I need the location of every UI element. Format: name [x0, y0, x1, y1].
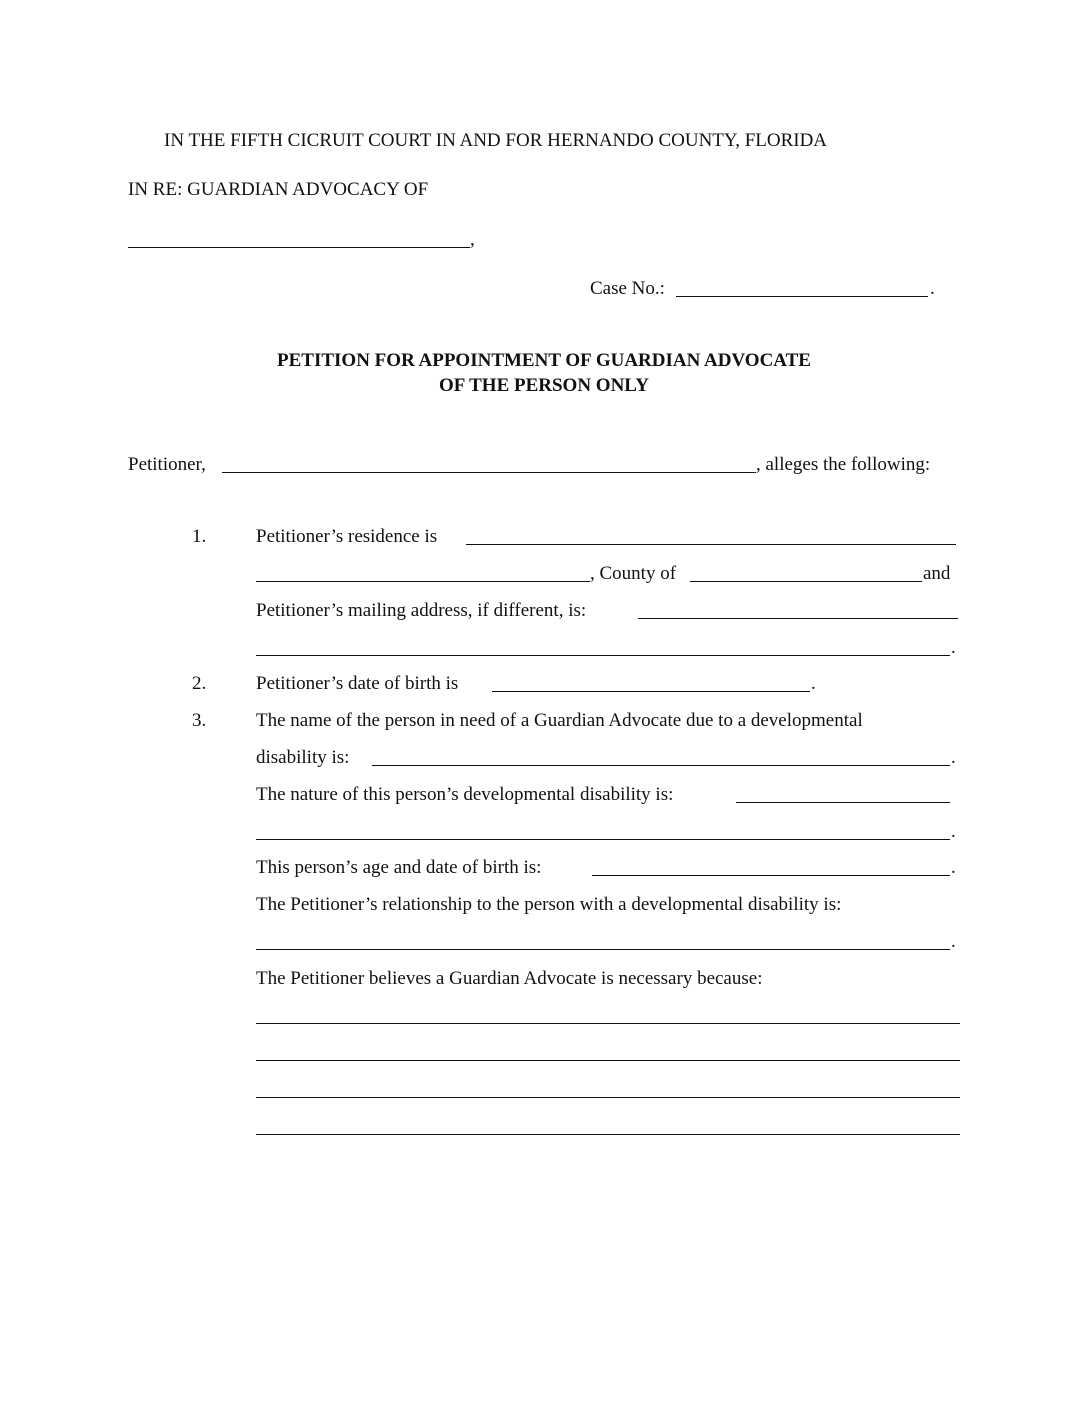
- mailing-label: Petitioner’s mailing address, if different, is:: [256, 600, 587, 621]
- period: .: [951, 637, 956, 658]
- and-text: and: [923, 563, 951, 584]
- nature-field-2[interactable]: [256, 839, 950, 840]
- petitioner-dob-field[interactable]: [492, 691, 810, 692]
- comma: ,: [470, 229, 475, 250]
- period: .: [951, 931, 956, 952]
- petitioner-label: Petitioner,: [128, 454, 206, 475]
- residence-field-2[interactable]: [256, 581, 590, 582]
- reason-field-3[interactable]: [256, 1097, 960, 1098]
- person-name-label-line1: The name of the person in need of a Guardian Advocate due to a developmental: [256, 710, 863, 731]
- person-name-label-line2: disability is:: [256, 747, 350, 768]
- document-subtitle: OF THE PERSON ONLY: [439, 375, 649, 396]
- court-heading: IN THE FIFTH CICRUIT COURT IN AND FOR HERNANDO COUNTY, FLORIDA: [164, 130, 828, 151]
- person-name-field[interactable]: [372, 765, 950, 766]
- item-1-number: 1.: [192, 526, 207, 547]
- case-number-field[interactable]: [676, 296, 928, 297]
- mailing-field-1[interactable]: [638, 618, 958, 619]
- in-re-heading: IN RE: GUARDIAN ADVOCACY OF: [128, 179, 429, 200]
- reason-field-2[interactable]: [256, 1060, 960, 1061]
- county-field[interactable]: [690, 581, 922, 582]
- county-label: , County of: [590, 563, 677, 584]
- case-number-label: Case No.:: [590, 278, 665, 299]
- necessary-label: The Petitioner believes a Guardian Advocate is necessary because:: [256, 968, 763, 989]
- age-dob-label: This person’s age and date of birth is:: [256, 857, 542, 878]
- period: .: [811, 673, 816, 694]
- relationship-label: The Petitioner’s relationship to the person with a developmental disability is:: [256, 894, 842, 915]
- nature-label: The nature of this person’s developmental disability is:: [256, 784, 674, 805]
- period: .: [951, 821, 956, 842]
- item-2-number: 2.: [192, 673, 207, 694]
- reason-field-4[interactable]: [256, 1134, 960, 1135]
- ward-name-field[interactable]: [128, 247, 470, 248]
- residence-label: Petitioner’s residence is: [256, 526, 438, 547]
- reason-field-1[interactable]: [256, 1023, 960, 1024]
- mailing-field-2[interactable]: [256, 655, 950, 656]
- petitioner-dob-label: Petitioner’s date of birth is: [256, 673, 459, 694]
- nature-field-1[interactable]: [736, 802, 950, 803]
- alleges-text: , alleges the following:: [756, 454, 931, 475]
- period: .: [951, 857, 956, 878]
- petitioner-name-field[interactable]: [222, 472, 756, 473]
- period: .: [930, 278, 935, 299]
- item-3-number: 3.: [192, 710, 207, 731]
- document-title: PETITION FOR APPOINTMENT OF GUARDIAN ADVOCATE: [277, 350, 811, 371]
- residence-field-1[interactable]: [466, 544, 956, 545]
- relationship-field[interactable]: [256, 949, 950, 950]
- age-dob-field[interactable]: [592, 875, 950, 876]
- period: .: [951, 747, 956, 768]
